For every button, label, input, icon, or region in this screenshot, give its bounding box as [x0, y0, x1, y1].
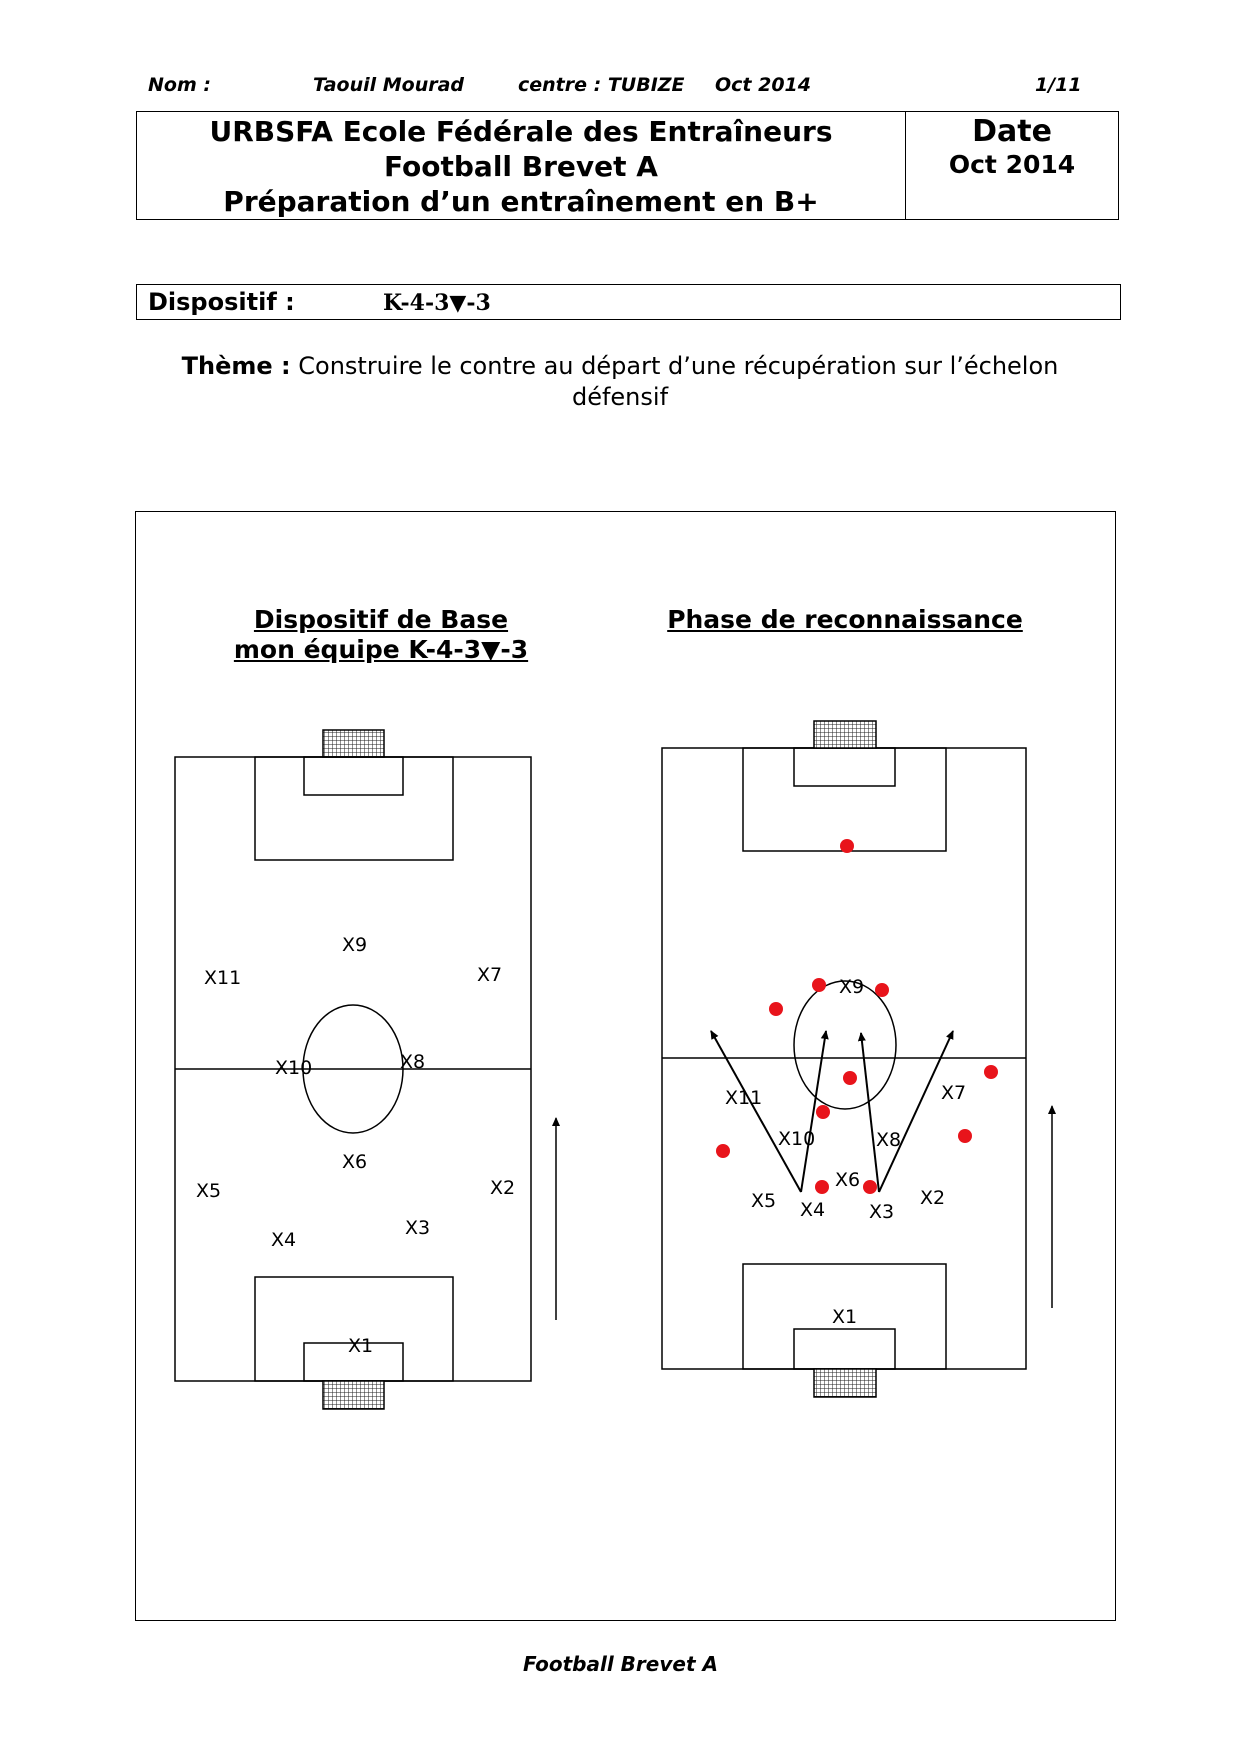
right-player-labels: [725, 976, 966, 1328]
right-pitch: [662, 721, 1052, 1397]
page-number: 1/11: [1035, 74, 1082, 96]
run-arrow-x3-right: [879, 1031, 953, 1192]
run-arrow-x4-left: [711, 1031, 801, 1192]
opponent-dot: [816, 1105, 830, 1119]
header-line-2: Football Brevet A: [384, 150, 658, 183]
opponent-dot: [716, 1144, 730, 1158]
right-bottom-goal-net: [814, 1369, 876, 1397]
left-player-label: X6: [342, 1151, 368, 1173]
opponent-dot: [769, 1002, 783, 1016]
right-player-label: X10: [778, 1128, 816, 1150]
centre-label: centre : TUBIZE: [518, 74, 685, 96]
right-bottom-goal-box: [794, 1329, 895, 1369]
opponent-dot: [875, 983, 889, 997]
left-player-labels: [196, 934, 515, 1357]
right-player-label: X7: [941, 1082, 967, 1104]
opponent-dot: [840, 839, 854, 853]
header-line-1: URBSFA Ecole Fédérale des Entraîneurs: [209, 115, 833, 148]
left-player-label: X2: [490, 1177, 516, 1199]
right-player-label: X3: [869, 1201, 895, 1223]
left-player-label: X5: [196, 1180, 222, 1202]
left-player-label: X4: [271, 1229, 297, 1251]
left-player-label: X7: [477, 964, 503, 986]
footer: Football Brevet A: [523, 1652, 718, 1676]
opponent-dot: [843, 1071, 857, 1085]
right-player-label: X5: [751, 1190, 777, 1212]
right-center-circle: [794, 981, 896, 1109]
right-top-penalty-box: [743, 748, 946, 851]
dispositif-label: Dispositif :: [148, 288, 295, 316]
left-player-label: X9: [342, 934, 368, 956]
theme-text: Construire le contre au départ d’une récupération sur l’échelon défensif: [298, 352, 1059, 411]
opponent-dot: [984, 1065, 998, 1079]
left-player-label: X8: [400, 1051, 426, 1073]
left-top-goal-net: [323, 730, 384, 757]
right-player-label: X6: [835, 1169, 861, 1191]
opponent-dot: [958, 1129, 972, 1143]
right-player-label: X8: [876, 1129, 902, 1151]
header-date-label: Date: [972, 114, 1052, 149]
run-arrows: [711, 1031, 953, 1192]
left-player-label: X3: [405, 1217, 431, 1239]
nom-label: Nom :: [148, 74, 211, 96]
dispositif-value: K-4-3▼-3: [383, 290, 491, 316]
left-bottom-goal-net: [323, 1381, 384, 1409]
opponent-dot: [863, 1180, 877, 1194]
opponent-dot: [812, 978, 826, 992]
left-bottom-penalty-box: [255, 1277, 453, 1381]
right-diagram-title: Phase de reconnaissance: [667, 605, 1023, 634]
right-player-label: X2: [920, 1187, 946, 1209]
right-player-label: X9: [839, 976, 865, 998]
left-player-label: X1: [348, 1335, 374, 1357]
left-player-label: X10: [275, 1057, 313, 1079]
theme-label: Thème :: [181, 352, 291, 380]
right-player-label: X11: [725, 1087, 763, 1109]
run-arrow-x3-center: [861, 1033, 879, 1192]
author-name: Taouil Mourad: [313, 74, 465, 96]
left-title-line-2: mon équipe K-4-3▼-3: [233, 635, 529, 664]
left-top-goal-box: [304, 757, 403, 795]
left-top-penalty-box: [255, 757, 453, 860]
header-date-value: Oct 2014: [948, 150, 1076, 179]
right-top-goal-net: [814, 721, 876, 748]
left-player-label: X11: [204, 967, 242, 989]
left-pitch: [175, 730, 556, 1409]
header-line-3: Préparation d’un entraînement en B+: [223, 185, 819, 218]
opponent-dots: [716, 839, 998, 1194]
left-title-line-1: Dispositif de Base: [253, 605, 509, 634]
right-top-goal-box: [794, 748, 895, 786]
right-player-label: X1: [832, 1306, 858, 1328]
opponent-dot: [815, 1180, 829, 1194]
right-player-label: X4: [800, 1199, 826, 1221]
meta-date: Oct 2014: [715, 74, 811, 96]
